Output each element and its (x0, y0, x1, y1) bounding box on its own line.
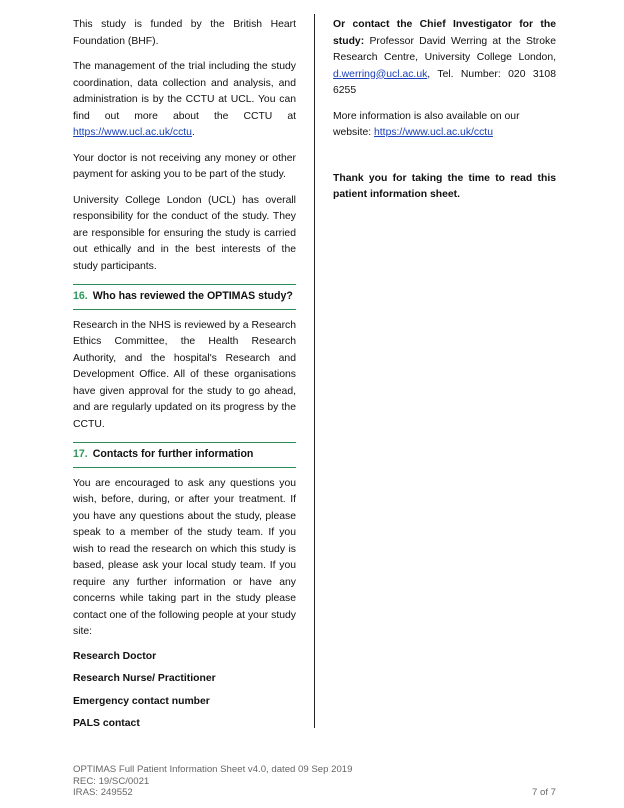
section-17-number: 17. (73, 448, 88, 460)
payment-paragraph: Your doctor is not receiving any money or other payment for asking you to be part of the study. (73, 152, 296, 180)
page-footer (73, 764, 556, 799)
footer-rec: REC: 19/SC/0021 (73, 775, 150, 787)
right-column (333, 17, 556, 204)
footer-document-version: OPTIMAS Full Patient Information Sheet v4.0, dated 09 Sep 2019 (73, 764, 353, 775)
contacts-paragraph: You are encouraged to ask any questions you wish, before, during, or after your treatment. If you have any questions about the study, please speak to a member of the study team. If you wish to read the research on which this study is based, please ask your local study team. If you require any further information or have any concerns while taking part in the study please contact one of the following people at your study site: (73, 477, 296, 637)
management-text: The management of the trial including the study coordination, data collection and analysis, and administration is by the CCTU at UCL. You can find out more about the CCTU at (73, 61, 296, 122)
section-16-number: 16. (73, 290, 88, 302)
section-16-heading (73, 284, 296, 310)
ci-text: Professor David Werring at the Stroke Research Centre, University College London, (333, 35, 556, 63)
contact-research-nurse: Research Nurse/ Practitioner (73, 673, 216, 684)
left-column (73, 17, 296, 739)
thank-you-note: Thank you for taking the time to read this patient information sheet. (333, 172, 556, 200)
section-16-title: Who has reviewed the OPTIMAS study? (92, 290, 293, 302)
funding-paragraph: This study is funded by the British Heart Foundation (BHF). (73, 19, 296, 47)
section-17-heading (73, 442, 296, 468)
chief-investigator-paragraph (333, 17, 556, 100)
contact-pals: PALS contact (73, 718, 140, 729)
contact-emergency-number: Emergency contact number (73, 695, 210, 707)
management-paragraph: The management of the trial including the study coordination, data collection and analysis, and administration is by the CCTU at UCL. You can find out more about the CCTU at https://www.ucl.ac.uk/cctu. (73, 61, 296, 138)
ucl-paragraph: University College London (UCL) has overall responsibility for the conduct of the study. They are responsible for ensuring the study is carried out ethically and in the best interests of the study participants. (73, 194, 296, 272)
website-link[interactable]: https://www.ucl.ac.uk/cctu (374, 127, 493, 138)
more-info-paragraph (333, 109, 556, 142)
ci-heading: Or contact the Chief Investigator for the study: (333, 19, 556, 47)
contact-research-doctor: Research Doctor (73, 650, 157, 662)
section-17-title: Contacts for further information (92, 448, 254, 460)
footer-iras: IRAS: 249552 (73, 787, 133, 798)
review-paragraph: Research in the NHS is reviewed by a Research Ethics Committee, the Health Research Authority, and the hospital's Research and Development Office. All of these organisations have given approval for the study to go ahead, and are regularly updated on its progress by the CCTU. (73, 319, 296, 430)
column-divider (314, 14, 315, 728)
page-number: 7 of 7 (531, 787, 556, 798)
cctu-link[interactable]: https://www.ucl.ac.uk/cctu (73, 127, 192, 138)
ci-telephone: , Tel. Number: 020 3108 6255 (333, 68, 556, 96)
ci-email-link[interactable]: d.werring@ucl.ac.uk (333, 68, 428, 80)
more-info-text: More information is also available on our website: (333, 110, 520, 138)
